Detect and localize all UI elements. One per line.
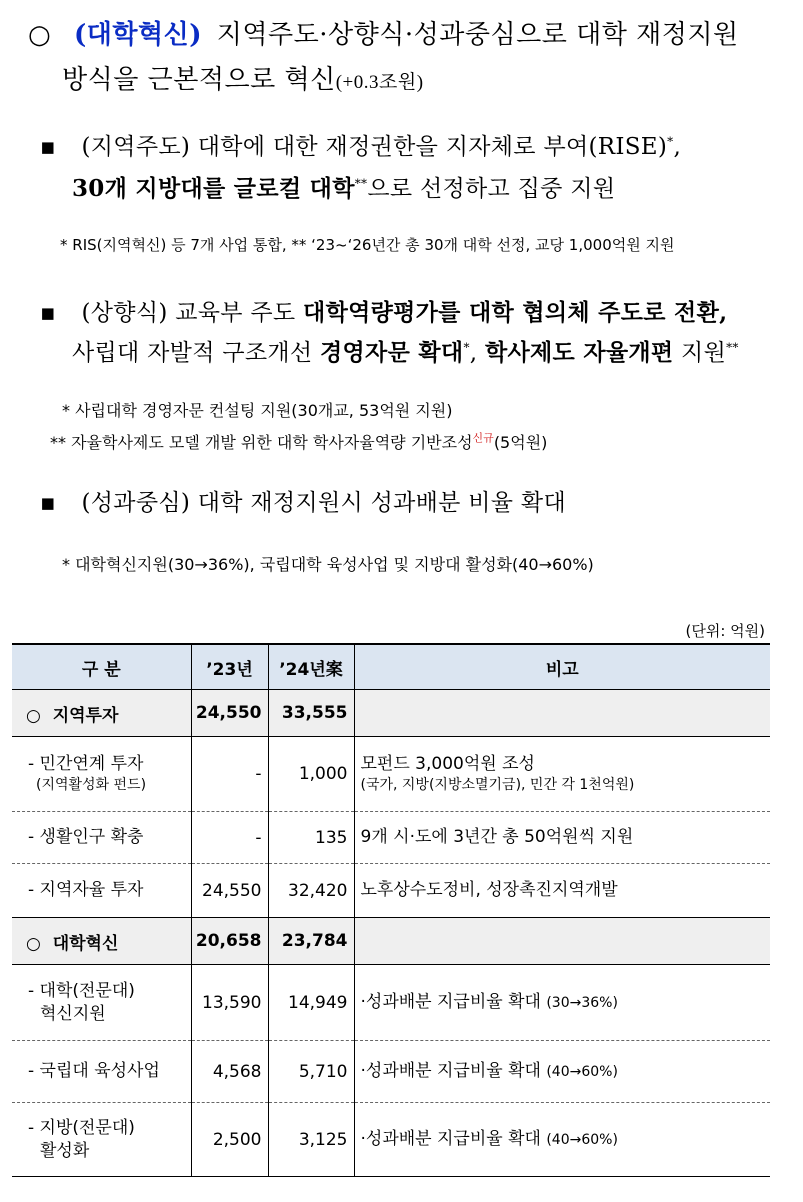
row-label1: - 대학(전문대) xyxy=(28,980,135,1001)
row-remarks xyxy=(354,737,770,812)
row-rem2: (40→60%) xyxy=(546,1132,618,1149)
row-y23: 24,550 xyxy=(191,864,268,918)
row-label xyxy=(12,1103,191,1177)
row-rem1: ·성과배분 지급비율 확대 xyxy=(360,992,541,1013)
item2-line2-row xyxy=(72,334,739,367)
bullet1-line2-row xyxy=(62,59,424,96)
row-remarks xyxy=(354,1103,770,1177)
table-unit: (단위: 억원) xyxy=(685,622,765,640)
row-remarks xyxy=(354,965,770,1041)
item3-line1-row xyxy=(40,484,566,517)
section-label xyxy=(12,918,191,965)
item2-line1a: (상향식) 교육부 주도 xyxy=(81,300,304,326)
row-rem1: 모펀드 3,000억원 조성 xyxy=(360,754,535,775)
row-label2: (지역활성화 펀드) xyxy=(36,777,147,794)
item1-line1-row xyxy=(40,128,681,161)
circle-bullet-icon: ○ xyxy=(26,705,41,726)
bullet1-heading xyxy=(28,14,739,51)
item2-sup2: ** xyxy=(726,340,739,355)
budget-table xyxy=(12,643,770,1177)
item2-line2b: 경영자문 확대 xyxy=(320,339,464,366)
header-y24: ’24년案 xyxy=(268,644,354,690)
table-row xyxy=(12,812,770,864)
row-rem2: (40→60%) xyxy=(546,1064,618,1081)
section-label-text: 대학혁신 xyxy=(52,933,119,954)
section-row xyxy=(12,918,770,965)
square-bullet-icon: ▪ xyxy=(40,134,56,160)
item1-line2b: 으로 선정하고 집중 지원 xyxy=(367,176,616,202)
table-row xyxy=(12,965,770,1041)
circle-bullet-icon: ○ xyxy=(26,933,41,954)
square-bullet-icon: ▪ xyxy=(40,490,56,516)
row-y23: 13,590 xyxy=(191,965,268,1041)
row-remarks xyxy=(354,1041,770,1103)
row-remarks: 9개 시·도에 3년간 총 50억원씩 지원 xyxy=(354,812,770,864)
item2-line2e: 지원 xyxy=(673,340,727,366)
row-y24: 32,420 xyxy=(268,864,354,918)
item2-note1: * 사립대학 경영자문 컨설팅 지원(30개교, 53억원 지원) xyxy=(62,401,453,420)
row-label2: 활성화 xyxy=(40,1140,90,1161)
row-label xyxy=(12,965,191,1041)
row-rem1: ·성과배분 지급비율 확대 xyxy=(360,1129,541,1150)
table-row xyxy=(12,737,770,812)
row-rem2: (국가, 지방(지방소멸기금), 민간 각 1천억원) xyxy=(360,777,635,794)
section-y24: 23,784 xyxy=(268,918,354,965)
bullet1-amount: (+0.3조원) xyxy=(335,72,424,93)
table-row xyxy=(12,864,770,918)
item1-line1: (지역주도) 대학에 대한 재정권한을 지자체로 부여(RISE) xyxy=(81,134,668,160)
bullet1-line2: 방식을 근본적으로 혁신 xyxy=(62,65,336,95)
new-badge: 신규 xyxy=(472,431,494,445)
header-remarks: 비고 xyxy=(354,644,770,690)
item1-line2-row xyxy=(72,170,615,203)
item3-line1: (성과중심) 대학 재정지원시 성과배분 비율 확대 xyxy=(81,490,566,516)
item2-line2c: , xyxy=(469,340,485,366)
row-y24: 1,000 xyxy=(268,737,354,812)
item1-line1-tail: , xyxy=(673,134,682,160)
item1-line2a: 30개 지방대를 글로컬 대학 xyxy=(72,175,355,202)
section-row xyxy=(12,690,770,737)
row-y24: 3,125 xyxy=(268,1103,354,1177)
row-label1: - 민간연계 투자 xyxy=(28,754,144,775)
section-y23: 24,550 xyxy=(191,690,268,737)
row-y23: 4,568 xyxy=(191,1041,268,1103)
row-label xyxy=(12,737,191,812)
row-rem2: (30→36%) xyxy=(546,995,618,1012)
item2-note2b: (5억원) xyxy=(493,433,548,452)
table-row xyxy=(12,1041,770,1103)
item2-sup1: * xyxy=(463,340,470,355)
row-label: - 국립대 육성사업 xyxy=(12,1041,191,1103)
section-remarks xyxy=(354,690,770,737)
table-header-row xyxy=(12,644,770,690)
item1-sup1: * xyxy=(667,134,674,149)
circle-bullet-icon: ○ xyxy=(28,20,52,50)
section-label-text: 지역투자 xyxy=(52,705,119,726)
section-y23: 20,658 xyxy=(191,918,268,965)
item2-note2-row xyxy=(50,430,547,453)
header-category: 구 분 xyxy=(12,644,191,690)
bullet1-line1: 지역주도·상향식·성과중심으로 대학 재정지원 xyxy=(216,20,739,50)
row-rem1: ·성과배분 지급비율 확대 xyxy=(360,1061,541,1082)
item2-line1b: 대학역량평가를 대학 협의체 주도로 전환, xyxy=(303,299,728,326)
item1-note: * RIS(지역혁신) 등 7개 사업 통합, ** ‘23~‘26년간 총 30개 대학 선정, 교당 1,000억원 지원 xyxy=(60,236,675,254)
row-y23: 2,500 xyxy=(191,1103,268,1177)
bullet1-tag: (대학혁신) xyxy=(73,20,203,50)
header-y23: ’23년 xyxy=(191,644,268,690)
item2-note2a: ** 자율학사제도 모델 개발 위한 대학 학사자율역량 기반조성 xyxy=(50,433,473,452)
row-y24: 14,949 xyxy=(268,965,354,1041)
item2-line2a: 사립대 자발적 구조개선 xyxy=(72,340,321,366)
row-y24: 135 xyxy=(268,812,354,864)
row-label: - 지역자율 투자 xyxy=(12,864,191,918)
item2-line1-row xyxy=(40,294,727,327)
section-remarks xyxy=(354,918,770,965)
row-remarks: 노후상수도정비, 성장촉진지역개발 xyxy=(354,864,770,918)
row-label2: 혁신지원 xyxy=(40,1003,106,1024)
row-y23: - xyxy=(191,737,268,812)
table-row xyxy=(12,1103,770,1177)
row-y23: - xyxy=(191,812,268,864)
section-y24: 33,555 xyxy=(268,690,354,737)
row-label1: - 지방(전문대) xyxy=(28,1117,135,1138)
item1-sup2: ** xyxy=(354,176,368,191)
item3-note: * 대학혁신지원(30→36%), 국립대학 육성사업 및 지방대 활성화(40→60%) xyxy=(62,555,594,574)
square-bullet-icon: ▪ xyxy=(40,300,56,326)
row-label: - 생활인구 확충 xyxy=(12,812,191,864)
section-label xyxy=(12,690,191,737)
row-y24: 5,710 xyxy=(268,1041,354,1103)
item2-line2d: 학사제도 자율개편 xyxy=(484,339,674,366)
